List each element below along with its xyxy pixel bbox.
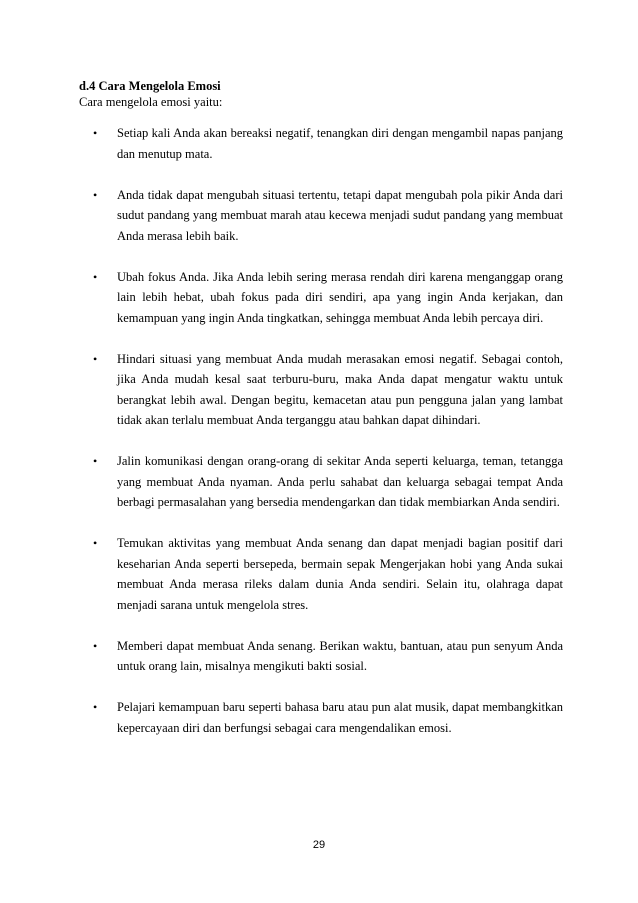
list-item (93, 636, 563, 677)
section-heading: d.4 Cara Mengelola Emosi (79, 79, 221, 93)
list-item (93, 451, 563, 513)
list-item (93, 349, 563, 431)
bullet-list (93, 123, 563, 759)
list-item (93, 697, 563, 738)
bullet-icon: • (93, 536, 98, 550)
bullet-icon: • (93, 454, 98, 468)
bullet-icon: • (93, 187, 98, 202)
bullet-icon: • (93, 126, 98, 140)
list-item-text: Pelajari kemampuan baru seperti bahasa baru atau pun alat musik, dapat membangkitkan kepercayaan diri dan berfungsi sebagai cara mengendalikan emosi. (117, 700, 563, 735)
list-item-text: Memberi dapat membuat Anda senang. Berikan waktu, bantuan, atau pun senyum Anda untuk orang lain, misalnya mengikuti bakti sosial. (117, 638, 563, 673)
list-item (93, 533, 563, 615)
bullet-icon: • (93, 700, 98, 714)
bullet-icon: • (93, 351, 98, 366)
list-item-text: Anda tidak dapat mengubah situasi tertentu, tetapi dapat mengubah pola pikir Anda dari sudut pandang yang membuat marah atau kecewa menjadi sudut pandang yang membuat Anda merasa lebih baik. (117, 187, 563, 243)
list-item-text: Jalin komunikasi dengan orang-orang di sekitar Anda seperti keluarga, teman, tetangga yang membuat Anda nyaman. Anda perlu sahabat dan keluarga sebagai tempat Anda berbagi permasalahan yang bersedia mendengarkan dan tidak membiarkan Anda sendiri. (117, 454, 563, 509)
list-item-text: Temukan aktivitas yang membuat Anda senang dan dapat menjadi bagian positif dari keseharian Anda seperti bersepeda, bermain sepak Mengerjakan hobi yang Anda sukai membuat Anda merasa rileks dalam dunia Anda sendiri. Selain itu, olahraga dapat menjadi sarana untuk mengelola stres. (117, 536, 563, 612)
list-item (93, 123, 563, 164)
intro-text: Cara mengelola emosi yaitu: (79, 95, 223, 109)
list-item-text: Hindari situasi yang membuat Anda mudah merasakan emosi negatif. Sebagai contoh, jika Anda mudah kesal saat terburu-buru, maka Anda dapat mengatur waktu untuk berangkat lebih awal. Dengan begitu, kemacetan atau pun pengguna jalan yang lambat tidak akan terlalu membuat Anda terganggu atau bahkan dapat dihindari. (117, 351, 563, 427)
page-number: 29 (312, 839, 326, 851)
list-item-text: Ubah fokus Anda. Jika Anda lebih sering merasa rendah diri karena menganggap orang lain lebih hebat, ubah fokus pada diri sendiri, apa yang ingin Anda kerjakan, dan kemampuan yang ingin Anda tingkatkan, sehingga membuat Anda lebih percaya diri. (117, 269, 563, 325)
list-item (93, 267, 563, 329)
list-item (93, 185, 563, 247)
bullet-icon: • (93, 638, 98, 653)
list-item-text: Setiap kali Anda akan bereaksi negatif, tenangkan diri dengan mengambil napas panjang dan menutup mata. (117, 126, 563, 161)
bullet-icon: • (93, 269, 98, 284)
